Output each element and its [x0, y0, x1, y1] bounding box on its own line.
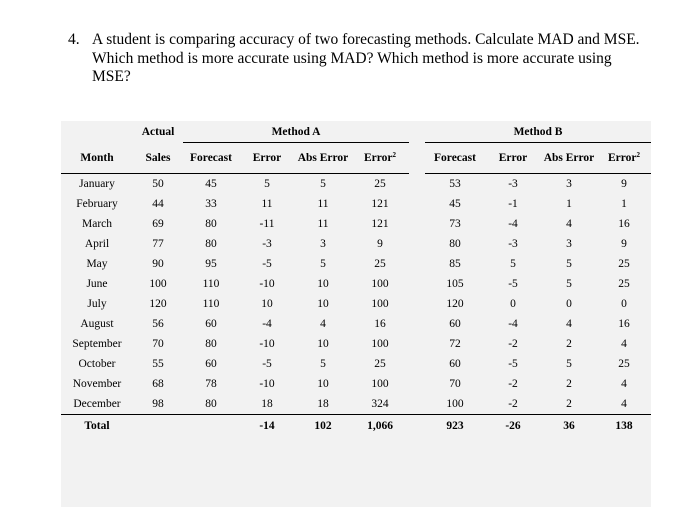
cell-a-forecast: 110	[202, 298, 220, 310]
cell-a-sq: 100	[371, 278, 389, 290]
cell-b-error: -3	[508, 238, 518, 250]
cell-sales: 50	[152, 178, 164, 190]
table-row	[61, 294, 651, 314]
cell-b-error: -2	[508, 338, 518, 350]
cell-month: June	[86, 278, 108, 290]
total-b-forecast: 923	[425, 415, 485, 438]
cell-a-error: -10	[259, 378, 275, 390]
cell-a-sq: 324	[371, 398, 389, 410]
cell-a-forecast: 60	[205, 358, 217, 370]
cell-sales: 70	[152, 338, 164, 350]
col-header-month: Month	[61, 143, 133, 174]
total-b-abs: 36	[541, 415, 597, 438]
cell-b-forecast: 60	[449, 358, 461, 370]
question-text: A student is comparing accuracy of two forecasting methods. Calculate MAD and MSE. Which method is more accurate using MAD? Which method is more accurate using MSE?	[92, 31, 640, 85]
cell-month: March	[81, 218, 112, 230]
cell-b-error: -5	[508, 278, 518, 290]
cell-a-abs: 10	[317, 378, 329, 390]
cell-a-abs: 3	[320, 238, 326, 250]
total-a-abs: 102	[295, 415, 351, 438]
cell-a-error: 11	[261, 198, 273, 210]
cell-a-error: -4	[262, 318, 272, 330]
cell-month: December	[73, 398, 121, 410]
cell-a-sq: 9	[377, 238, 383, 250]
cell-month: May	[86, 258, 108, 270]
cell-a-sq: 25	[374, 258, 386, 270]
cell-a-abs: 10	[317, 338, 329, 350]
cell-sales: 44	[152, 198, 164, 210]
total-b-sq: 138	[597, 415, 651, 438]
cell-b-forecast: 85	[449, 258, 461, 270]
table-row	[61, 194, 651, 214]
cell-b-sq: 1	[621, 198, 627, 210]
cell-b-sq: 9	[621, 178, 627, 190]
cell-a-abs: 4	[320, 318, 326, 330]
cell-b-abs: 0	[566, 298, 572, 310]
table-row	[61, 314, 651, 334]
cell-b-error: -4	[508, 218, 518, 230]
cell-sales: 68	[152, 378, 164, 390]
cell-b-abs: 4	[566, 218, 572, 230]
cell-b-sq: 4	[621, 378, 627, 390]
cell-a-forecast: 80	[205, 238, 217, 250]
group-header-method-a: Method A	[183, 121, 409, 143]
cell-a-sq: 100	[371, 298, 389, 310]
cell-b-abs: 2	[566, 378, 572, 390]
cell-sales: 120	[149, 298, 167, 310]
table-row	[61, 334, 651, 354]
cell-month: August	[80, 318, 114, 330]
cell-month: November	[72, 378, 122, 390]
column-header-row	[61, 143, 651, 174]
col-header-b-error-sq	[597, 143, 651, 174]
cell-b-forecast: 45	[449, 198, 461, 210]
cell-month: February	[76, 198, 118, 210]
cell-b-abs: 2	[566, 398, 572, 410]
table-row	[61, 254, 651, 274]
col-header-a-error-sq-label: Error	[363, 152, 393, 164]
forecast-table	[61, 121, 651, 437]
cell-a-forecast: 78	[205, 378, 217, 390]
cell-a-forecast: 60	[205, 318, 217, 330]
cell-b-forecast: 72	[449, 338, 461, 350]
cell-b-sq: 4	[621, 398, 627, 410]
cell-b-error: -1	[508, 198, 518, 210]
table-row	[61, 354, 651, 374]
cell-b-sq: 16	[618, 318, 630, 330]
cell-a-forecast: 45	[205, 178, 217, 190]
total-a-sq: 1,066	[351, 415, 409, 438]
cell-a-error: -10	[259, 338, 275, 350]
cell-sales: 56	[152, 318, 164, 330]
cell-sales: 90	[152, 258, 164, 270]
cell-b-forecast: 53	[449, 178, 461, 190]
total-row	[61, 415, 651, 438]
cell-a-abs: 11	[317, 198, 329, 210]
cell-a-forecast: 80	[205, 398, 217, 410]
cell-a-abs: 5	[320, 258, 326, 270]
col-header-sales: Sales	[133, 143, 183, 174]
col-header-a-abs-error: Abs Error	[295, 143, 351, 174]
cell-a-abs: 18	[317, 398, 329, 410]
cell-a-error: 10	[261, 298, 273, 310]
cell-b-sq: 16	[618, 218, 630, 230]
cell-b-forecast: 70	[449, 378, 461, 390]
cell-sales: 55	[152, 358, 164, 370]
total-label: Total	[61, 415, 133, 438]
cell-a-error: 18	[261, 398, 273, 410]
cell-sales: 100	[149, 278, 167, 290]
cell-b-forecast: 60	[449, 318, 461, 330]
col-header-b-error: Error	[485, 143, 541, 174]
cell-b-forecast: 73	[449, 218, 461, 230]
cell-b-sq: 9	[621, 238, 627, 250]
cell-sales: 77	[152, 238, 164, 250]
cell-month: September	[72, 338, 122, 350]
cell-a-error: -5	[262, 358, 272, 370]
cell-a-forecast: 80	[205, 338, 217, 350]
table-row	[61, 234, 651, 254]
table-row	[61, 374, 651, 394]
cell-a-error: 5	[264, 178, 270, 190]
squared-mark-a: 2	[392, 151, 397, 159]
col-header-b-error-sq-label: Error	[607, 152, 637, 164]
table-row	[61, 274, 651, 294]
cell-b-sq: 25	[618, 358, 630, 370]
cell-b-sq: 25	[618, 278, 630, 290]
cell-b-error: 0	[510, 298, 516, 310]
cell-b-error: -3	[508, 178, 518, 190]
cell-a-abs: 10	[317, 278, 329, 290]
cell-month: April	[84, 238, 110, 250]
cell-a-error: -5	[262, 258, 272, 270]
cell-b-abs: 4	[566, 318, 572, 330]
cell-a-sq: 16	[374, 318, 386, 330]
cell-b-forecast: 80	[449, 238, 461, 250]
cell-a-forecast: 33	[205, 198, 217, 210]
cell-sales: 69	[152, 218, 164, 230]
cell-b-abs: 5	[566, 278, 572, 290]
cell-b-abs: 5	[566, 358, 572, 370]
table-row	[61, 174, 651, 195]
total-b-error: -26	[485, 415, 541, 438]
cell-a-abs: 5	[320, 358, 326, 370]
cell-a-forecast: 95	[205, 258, 217, 270]
cell-b-error: -2	[508, 378, 518, 390]
cell-a-sq: 25	[374, 358, 386, 370]
cell-b-error: -5	[508, 358, 518, 370]
squared-mark-b: 2	[636, 151, 641, 159]
cell-a-forecast: 110	[202, 278, 220, 290]
cell-b-sq: 4	[621, 338, 627, 350]
col-header-a-forecast: Forecast	[183, 143, 239, 174]
cell-b-forecast: 105	[446, 278, 464, 290]
group-header-row	[61, 121, 651, 143]
cell-b-abs: 2	[566, 338, 572, 350]
cell-b-abs: 1	[566, 198, 572, 210]
cell-sales: 98	[152, 398, 164, 410]
cell-month: July	[87, 298, 107, 310]
cell-a-sq: 100	[371, 338, 389, 350]
group-header-actual: Actual	[141, 125, 175, 138]
cell-a-sq: 25	[374, 178, 386, 190]
col-header-a-error: Error	[239, 143, 295, 174]
col-header-a-error-sq	[351, 143, 409, 174]
group-header-method-b: Method B	[425, 121, 651, 143]
cell-b-sq: 25	[618, 258, 630, 270]
cell-a-abs: 5	[320, 178, 326, 190]
cell-b-error: 5	[510, 258, 516, 270]
cell-month: October	[78, 358, 116, 370]
total-a-error: -14	[239, 415, 295, 438]
cell-b-abs: 3	[566, 178, 572, 190]
table-row	[61, 394, 651, 415]
cell-b-sq: 0	[621, 298, 627, 310]
cell-a-error: -3	[262, 238, 272, 250]
cell-a-forecast: 80	[205, 218, 217, 230]
cell-a-abs: 10	[317, 298, 329, 310]
question-number: 4.	[68, 31, 80, 48]
cell-b-error: -2	[508, 398, 518, 410]
cell-b-error: -4	[508, 318, 518, 330]
col-header-b-abs-error: Abs Error	[541, 143, 597, 174]
cell-a-error: -11	[259, 218, 275, 230]
cell-month: January	[79, 178, 115, 190]
table-body	[61, 174, 651, 415]
cell-a-sq: 121	[371, 218, 389, 230]
cell-a-sq: 121	[371, 198, 389, 210]
cell-b-forecast: 120	[446, 298, 464, 310]
cell-a-error: -10	[259, 278, 275, 290]
cell-a-sq: 100	[371, 378, 389, 390]
cell-b-forecast: 100	[446, 398, 464, 410]
col-header-b-forecast: Forecast	[425, 143, 485, 174]
cell-b-abs: 5	[566, 258, 572, 270]
table-row	[61, 214, 651, 234]
cell-a-abs: 11	[317, 218, 329, 230]
cell-b-abs: 3	[566, 238, 572, 250]
